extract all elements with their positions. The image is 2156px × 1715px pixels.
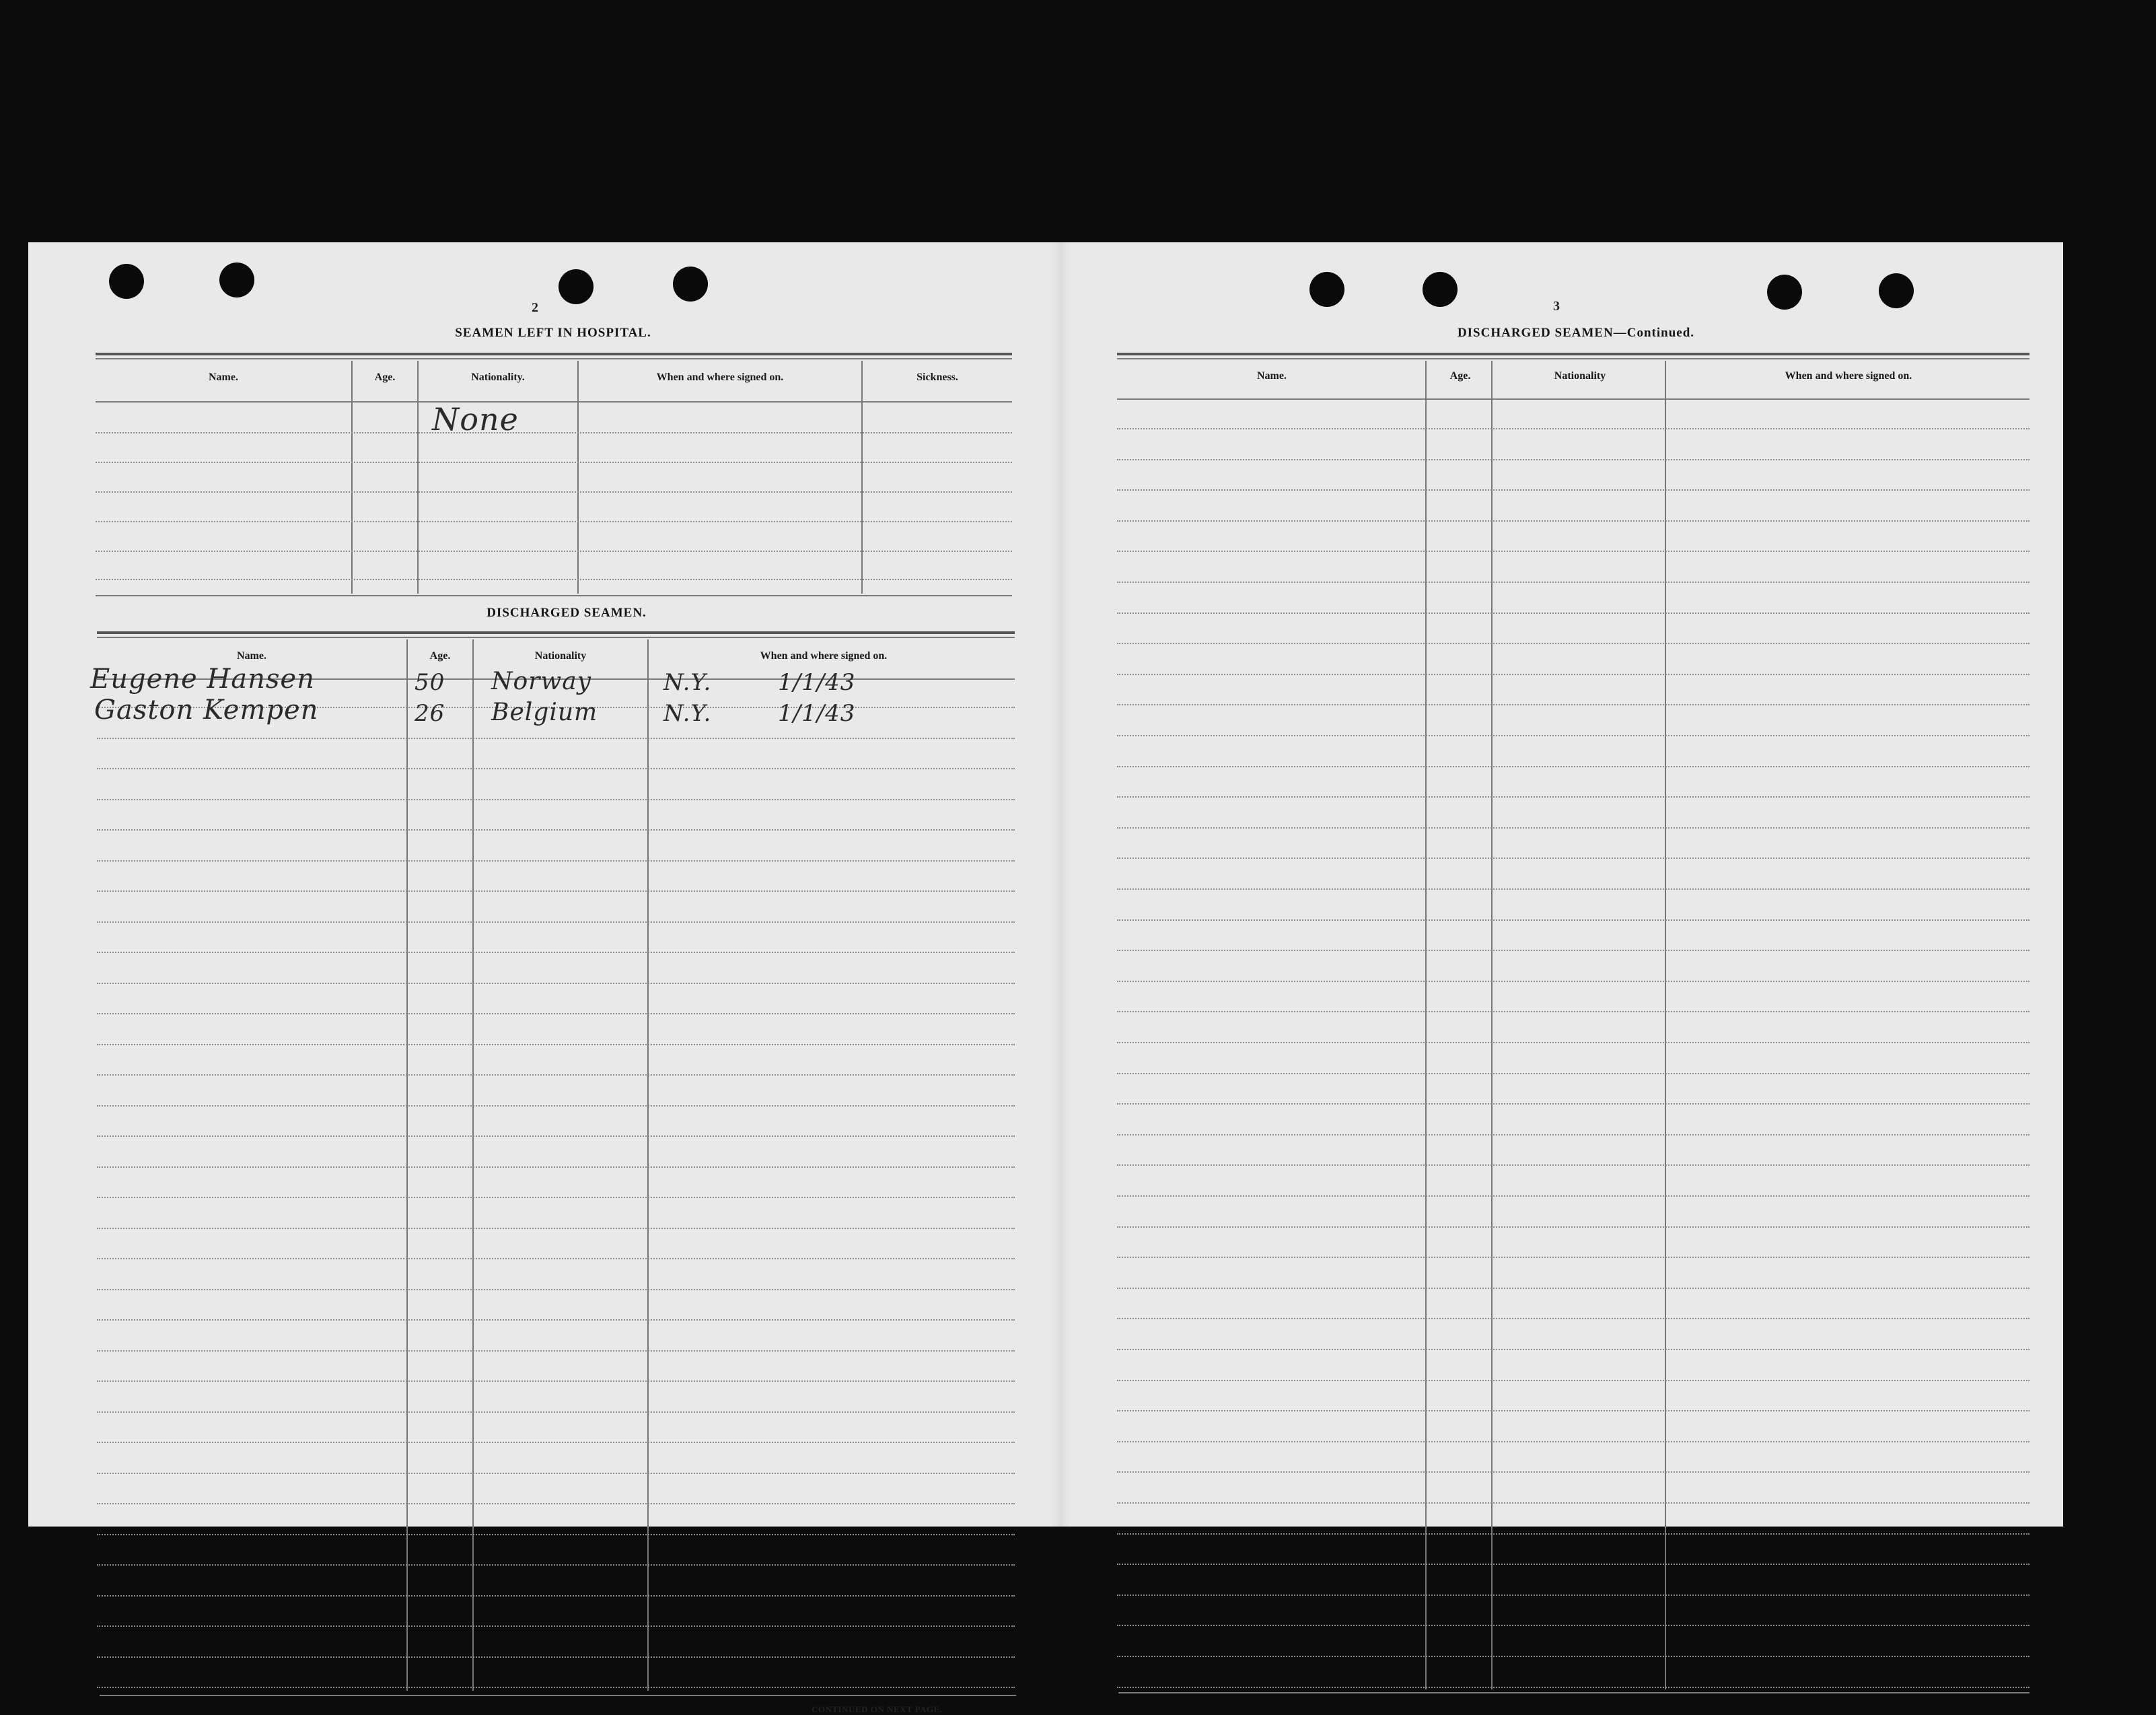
dotted-rule (1117, 981, 2029, 982)
dotted-rule (1117, 735, 2029, 736)
seaman-nationality: Norway (491, 668, 591, 695)
seaman-name: Eugene Hansen (90, 664, 315, 695)
dotted-rule (97, 1473, 1015, 1474)
dotted-rule (97, 1044, 1015, 1045)
dotted-rule (1117, 1349, 2029, 1350)
col-header-nationality: Nationality (534, 650, 587, 662)
dotted-rule (97, 1442, 1015, 1443)
dotted-rule (1117, 612, 2029, 614)
dotted-rule (97, 1105, 1015, 1107)
dotted-rule (1117, 1595, 2029, 1596)
dotted-rule (1117, 674, 2029, 675)
hospital-section-title: SEAMEN LEFT IN HOSPITAL. (455, 326, 651, 340)
discharged-continued-title: DISCHARGED SEAMEN—Continued. (1457, 326, 1695, 340)
page-number: 2 (532, 300, 538, 315)
dotted-rule (97, 1350, 1015, 1352)
dotted-rule (1117, 1042, 2029, 1043)
dotted-rule (1117, 489, 2029, 491)
dotted-rule (97, 860, 1015, 862)
dotted-rule (1117, 643, 2029, 644)
col-header-nationality: Nationality (1554, 370, 1606, 382)
dotted-rule (1117, 919, 2029, 921)
dotted-rule (1117, 1288, 2029, 1289)
handwritten-none: None (432, 401, 519, 438)
dotted-rule (97, 1135, 1015, 1137)
document-sheet (28, 242, 2063, 1714)
dotted-rule (97, 1197, 1015, 1198)
dotted-rule (1117, 1380, 2029, 1381)
punch-hole-icon (1309, 272, 1344, 307)
dotted-rule (1117, 459, 2029, 460)
dotted-rule (97, 952, 1015, 953)
dotted-rule (97, 1319, 1015, 1321)
dotted-rule (97, 829, 1015, 831)
dotted-rule (1117, 1134, 2029, 1135)
dotted-rule (1117, 1625, 2029, 1626)
discharged-section-title: DISCHARGED SEAMEN. (487, 606, 647, 620)
dotted-rule (97, 1687, 1015, 1688)
punch-hole-icon (1767, 275, 1802, 310)
dotted-rule (1117, 1103, 2029, 1105)
center-fold (1051, 242, 1070, 1527)
dotted-rule (1117, 1195, 2029, 1197)
dotted-rule (1117, 1318, 2029, 1319)
col-header-nationality: Nationality. (471, 372, 525, 383)
dotted-rule (97, 768, 1015, 769)
dotted-rule (1117, 1226, 2029, 1228)
col-header-signed-on: When and where signed on. (656, 372, 784, 383)
dotted-rule (97, 1534, 1015, 1535)
col-header-age: Age. (374, 372, 396, 383)
signed-on-date: 1/1/43 (778, 700, 856, 727)
signed-on-date: 1/1/43 (778, 669, 856, 696)
dotted-rule (97, 1228, 1015, 1229)
dotted-rule (97, 1166, 1015, 1168)
dotted-rule (1117, 888, 2029, 890)
dotted-rule (97, 890, 1015, 892)
seaman-age: 50 (415, 669, 445, 696)
seaman-name: Gaston Kempen (94, 695, 319, 726)
col-header-name: Name. (237, 650, 266, 662)
dotted-rule (97, 1013, 1015, 1014)
col-header-name: Name. (209, 372, 238, 383)
page-number: 3 (1553, 299, 1560, 314)
seaman-age: 26 (415, 700, 445, 727)
dotted-rule (1117, 1073, 2029, 1074)
dotted-rule (1117, 1656, 2029, 1657)
dotted-rule (1117, 582, 2029, 583)
signed-on-place: N.Y. (663, 700, 712, 727)
punch-hole-icon (1879, 273, 1914, 308)
dotted-rule (1117, 1533, 2029, 1535)
col-header-signed-on: When and where signed on. (1785, 370, 1912, 382)
col-header-age: Age. (429, 650, 451, 662)
dotted-rule (97, 1503, 1015, 1504)
col-header-signed-on: When and where signed on. (760, 650, 888, 662)
dotted-rule (97, 1289, 1015, 1290)
dotted-rule (1117, 428, 2029, 429)
punch-hole-icon (109, 264, 144, 299)
punch-hole-icon (559, 269, 594, 304)
dotted-rule (97, 983, 1015, 984)
dotted-rule (1117, 766, 2029, 767)
dotted-rule (97, 1656, 1015, 1658)
dotted-rule (97, 1564, 1015, 1566)
dotted-rule (97, 1380, 1015, 1382)
dotted-rule (1117, 520, 2029, 522)
dotted-rule (1117, 551, 2029, 552)
dotted-rule (97, 1258, 1015, 1259)
signed-on-place: N.Y. (663, 669, 712, 696)
dotted-rule (1117, 1441, 2029, 1442)
continued-note: CONTINUED ON NEXT PAGE. (812, 1704, 943, 1714)
dotted-rule (97, 1625, 1015, 1627)
dotted-rule (1117, 858, 2029, 859)
dotted-rule (97, 1595, 1015, 1597)
dotted-rule (1117, 1164, 2029, 1166)
punch-hole-icon (673, 267, 708, 302)
dotted-rule (1117, 827, 2029, 829)
dotted-rule (97, 1074, 1015, 1076)
dotted-rule (1117, 1687, 2029, 1688)
dotted-rule (1117, 1410, 2029, 1411)
dotted-rule (1117, 704, 2029, 705)
dotted-rule (1117, 950, 2029, 951)
dotted-rule (1117, 1011, 2029, 1012)
dotted-rule (1117, 1502, 2029, 1504)
dotted-rule (97, 799, 1015, 800)
dotted-rule (1117, 1257, 2029, 1258)
col-header-name: Name. (1257, 370, 1287, 382)
dotted-rule (97, 738, 1015, 739)
col-header-age: Age. (1449, 370, 1471, 382)
col-header-sickness: Sickness. (917, 372, 958, 383)
dotted-rule (1117, 1471, 2029, 1473)
dotted-rule (97, 1411, 1015, 1413)
punch-hole-icon (1423, 272, 1458, 307)
punch-hole-icon (219, 262, 254, 298)
seaman-nationality: Belgium (491, 699, 598, 726)
dotted-rule (97, 921, 1015, 923)
dotted-rule (1117, 796, 2029, 798)
dotted-rule (1117, 1564, 2029, 1565)
